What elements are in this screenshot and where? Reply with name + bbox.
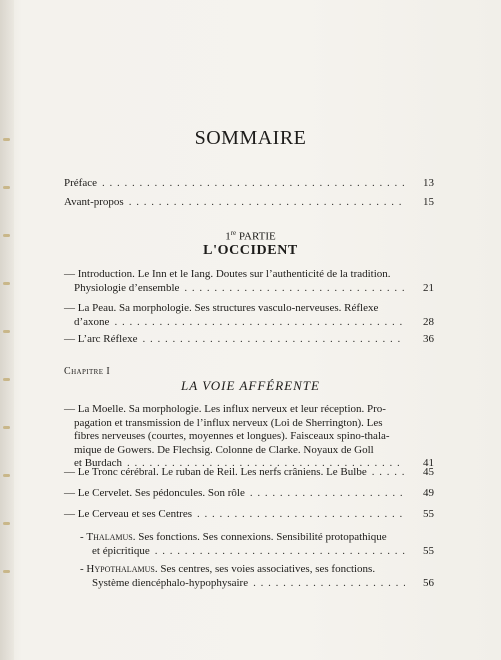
part-word: PARTIE [238,230,276,243]
leader-dots [143,333,405,347]
chapter-title: LA VOIE AFFÉRENTE [181,378,320,393]
toc-page-number: 41 [423,457,434,470]
binding-stitch [3,570,10,573]
toc-entry-cervelet [64,487,434,501]
leader-dots [155,545,405,559]
toc-entry-avant-propos [64,196,434,210]
toc-entry-moelle [64,403,434,471]
toc-page-number: 36 [423,333,434,345]
subentry-dash: - [80,531,84,543]
binding-stitch [3,474,10,477]
toc-entry-line: — Le Cervelet. Ses pédoncules. Son rôle [64,487,245,499]
toc-subentry-hypothalamus [80,563,434,590]
leader-dots [372,466,405,480]
toc-entry-arc-reflexe [64,333,434,347]
leader-dots [197,508,405,522]
toc-entry-line: fibres nerveuses (courtes, moyennes et longues). Faisceaux spino-thala- [74,430,390,443]
toc-entry-line: . Ses fonctions. Ses connexions. Sensibilité protopathique [132,531,387,543]
toc-page-number: 55 [423,544,434,557]
part-heading [0,229,501,243]
subentry-head: Hypothalamus [86,563,155,575]
toc-entry-introduction [64,268,434,295]
subentry-head: Thalamus [86,531,133,543]
toc-entry-tronc-cerebral [64,466,434,480]
toc-entry-line: — La Peau. Sa morphologie. Ses structures vasculo-nerveuses. Réflexe [64,302,379,314]
toc-entry-label: Préface [64,177,97,189]
toc-page-number: 55 [423,508,434,520]
page-title: SOMMAIRE [194,127,307,149]
toc-entry-preface [64,177,434,191]
toc-entry-line: et épicritique [92,544,150,557]
part-number-suffix: re [230,229,237,237]
toc-page-number: 56 [423,576,434,589]
toc-page-number: 13 [423,177,434,189]
toc-entry-line: — Le Cerveau et ses Centres [64,508,192,520]
toc-entry-line: . Ses centres, ses voies associatives, ses fonctions. [154,563,376,575]
leader-dots [184,282,405,296]
part-number: 1 [225,230,231,243]
toc-entry-line: pagation et transmission de l’influx nerveux (Loi de Sherrington). Les [74,416,383,429]
toc-entry-peau [64,302,434,329]
toc-page-number: 28 [423,315,434,328]
binding-stitch [3,186,10,189]
toc-entry-line: — Introduction. Le Inn et le Iang. Doutes sur l’authenticité de la tradition. [64,268,391,280]
leader-dots [102,177,405,191]
toc-entry-line: — La Moelle. Sa morphologie. Les influx nerveux et leur réception. Pro- [64,403,386,415]
toc-entry-line: — L’arc Réflexe [64,333,138,345]
leader-dots [129,196,405,210]
subentry-dash: - [80,563,84,575]
toc-entry-line: — Le Tronc cérébral. Le ruban de Reil. Les nerfs crâniens. Le Bulbe [64,466,367,478]
toc-page-number: 49 [423,487,434,499]
binding-stitch [3,426,10,429]
toc-page-number: 45 [423,466,434,478]
toc-entry-line: Système diencéphalo-hypophysaire [92,576,249,589]
book-binding [0,0,14,660]
toc-subentry-thalamus [80,531,434,558]
toc-entry-line: d’axone [74,315,110,328]
binding-stitch [3,330,10,333]
toc-entry-line: Physiologie d’ensemble [74,281,180,294]
chapter-label: Chapitre I [64,366,111,377]
leader-dots [253,577,405,591]
toc-entry-cerveau [64,508,434,522]
leader-dots [114,316,405,330]
toc-entry-line: et Burdach [74,457,122,470]
binding-stitch [3,522,10,525]
part-title: L'OCCIDENT [203,243,298,258]
toc-page-number: 21 [423,281,434,294]
leader-dots [250,487,405,501]
toc-page-number: 15 [423,196,434,208]
toc-entry-line: mique de Gowers. De Flechsig. Colonne de Clarke. Noyaux de Goll [74,443,374,456]
toc-entry-label: Avant-propos [64,196,124,208]
binding-stitch [3,282,10,285]
